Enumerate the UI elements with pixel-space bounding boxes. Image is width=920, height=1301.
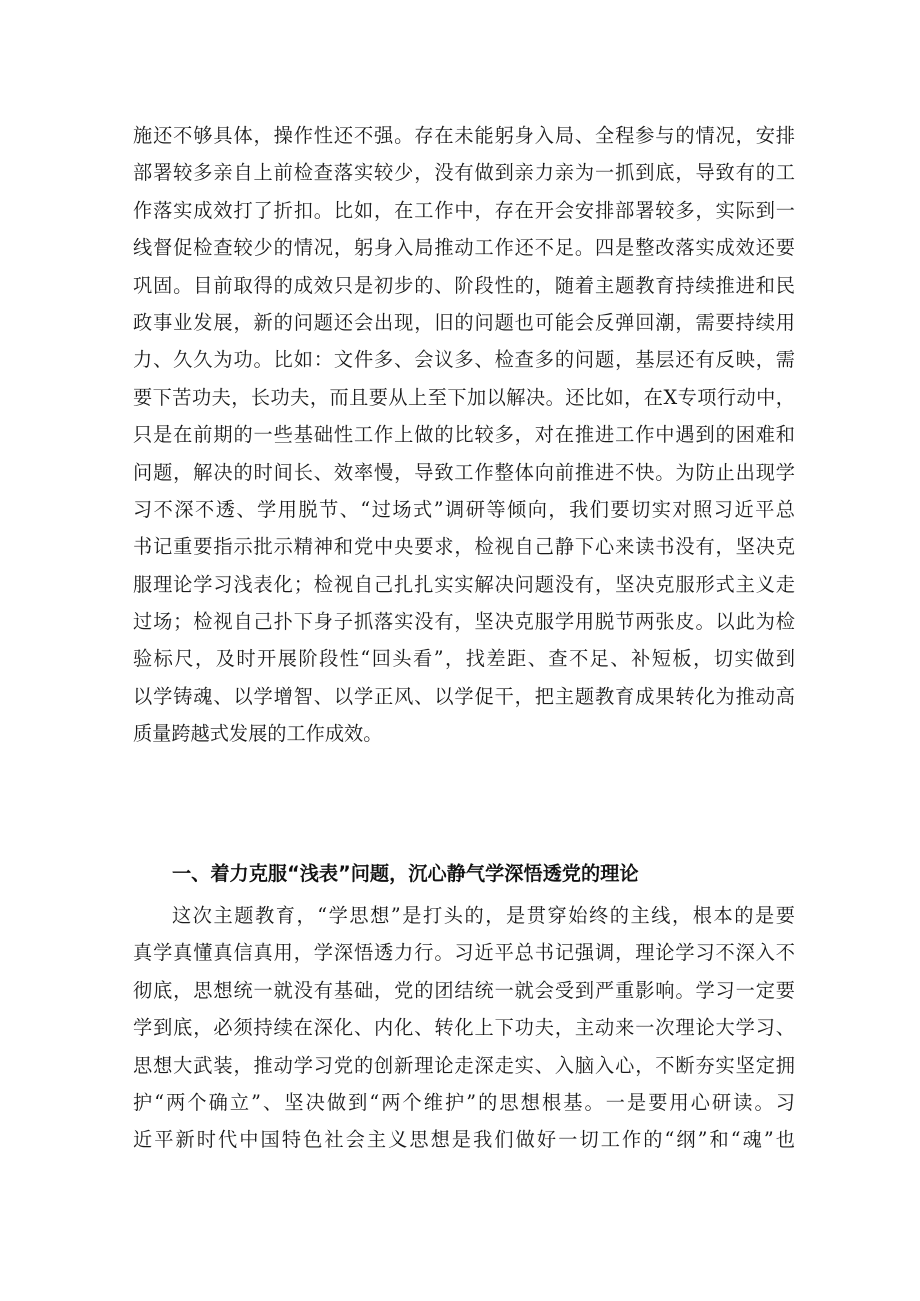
text-line: 只是在前期的一些基础性工作上做的比较多，对在推进工作中遇到的困难和 [133,423,795,447]
text-line: 思想大武装，推动学习党的创新理论走深走实、入脑入心，不断夯实坚定拥 [133,1053,795,1077]
text-line: 验标尺，及时开展阶段性“回头看”，找差距、查不足、补短板，切实做到 [133,647,795,671]
text-line: 政事业发展，新的问题还会出现，旧的问题也可能会反弹回潮，需要持续用 [133,310,795,334]
text-line: 真学真懂真信真用，学深悟透力行。习近平总书记强调，理论学习不深入不 [133,941,795,965]
text-line: 要下苦功夫，长功夫，而且要从上至下加以解决。还比如，在X专项行动中， [133,385,795,409]
text-line: 施还不够具体，操作性还不强。存在未能躬身入局、全程参与的情况，安排 [133,124,795,147]
text-line: 这次主题教育，“学思想”是打头的，是贯穿始终的主线，根本的是要 [172,904,795,927]
text-line: 书记重要指示批示精神和党中央要求，检视自己静下心来读书没有，坚决克 [133,535,795,559]
text-line: 过场；检视自己扑下身子抓落实没有，坚决克服学用脱节两张皮。以此为检 [133,610,795,634]
section-heading: 一、着力克服“浅表”问题，沉心静气学深悟透党的理论 [172,862,639,885]
text-line: 质量跨越式发展的工作成效。 [133,722,383,746]
text-line: 习不深不透、学用脱节、“过场式”调研等倾向，我们要切实对照习近平总 [133,497,795,521]
text-line: 线督促检查较少的情况，躬身入局推动工作还不足。四是整改落实成效还要 [133,236,795,260]
text-line: 近平新时代中国特色社会主义思想是我们做好一切工作的“纲”和“魂”也 [133,1128,795,1152]
text-line: 巩固。目前取得的成效只是初步的、阶段性的，随着主题教育持续推进和民 [133,273,795,297]
text-line: 服理论学习浅表化；检视自己扎扎实实解决问题没有，坚决克服形式主义走 [133,572,795,596]
body-paragraph-2 [133,897,795,1159]
text-line: 作落实成效打了折扣。比如，在工作中，存在开会安排部署较多，实际到一 [133,198,795,222]
text-line: 力、久久为功。比如：文件多、会议多、检查多的问题，基层还有反映，需 [133,348,795,372]
text-line: 彻底，思想统一就没有基础，党的团结统一就会受到严重影响。学习一定要 [133,978,795,1002]
body-paragraph-1 [133,117,795,753]
text-line: 护“两个确立”、坚决做到“两个维护”的思想根基。一是要用心研读。习 [133,1090,795,1114]
text-line: 部署较多亲自上前检查落实较少，没有做到亲力亲为一抓到底，导致有的工 [133,161,795,185]
text-line: 学到底，必须持续在深化、内化、转化上下功夫，主动来一次理论大学习、 [133,1016,795,1040]
text-line: 问题，解决的时间长、效率慢，导致工作整体向前推进不快。为防止出现学 [133,460,795,484]
text-line: 以学铸魂、以学增智、以学正风、以学促干，把主题教育成果转化为推动高 [133,684,795,708]
